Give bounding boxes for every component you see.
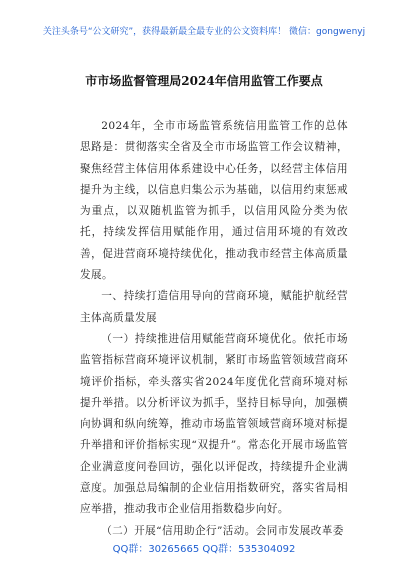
subsection-paragraph-1: （一）持续推进信用赋能营商环境优化。依托市场监管指标营商环境评议机制，紧盯市场监管领域营商环境评价指标，牵头落实省2024年度优化营商环境对标提升举措。以分析评议为抓手，坚持目标导向，加强横向协调和纵向统筹，推动市场监管领域营商环境对标提升举措和评价指标实现“双提升”。常态化开展市场监管企业满意度问卷回访，强化以评促改，持续提升企业满意度。加强总局编制的企业信用指数研究，落实省局相应举措，推动我市企业信用指数稳步向好。 (80, 332, 348, 516)
footer-contact: QQ群：30265665 QQ群：535304092 (112, 544, 296, 555)
intro-paragraph: 2024年，全市市场监管系统信用监管工作的总体思路是：贯彻落实全省及全市市场监管工作会议精神，聚焦经营主体信用体系建设中心任务，以经营主体信用提升为主线，以信息归集公示为基础，以信用约束惩戒为重点，以双随机监管为抓手，以信用风险分类为依托，持续发挥信用赋能作用，通过信用环境的有效改善，促进营商环境持续优化，推动我市经营主体高质量发展。 (80, 120, 348, 282)
header-banner: 关注头条号“公文研究”，获得最新最全最专业的公文资料库！ 微信：gongwenyj (42, 27, 366, 37)
section-heading-1: 一、持续打造信用导向的营商环境，赋能护航经营主体高质量发展 (80, 290, 348, 324)
document-title: 市市场监督管理局2024年信用监管工作要点 (85, 74, 323, 88)
document-body (80, 116, 348, 542)
subsection-paragraph-2: （二）开展“信用助企行”活动。会同市发展改革委 (101, 524, 344, 537)
